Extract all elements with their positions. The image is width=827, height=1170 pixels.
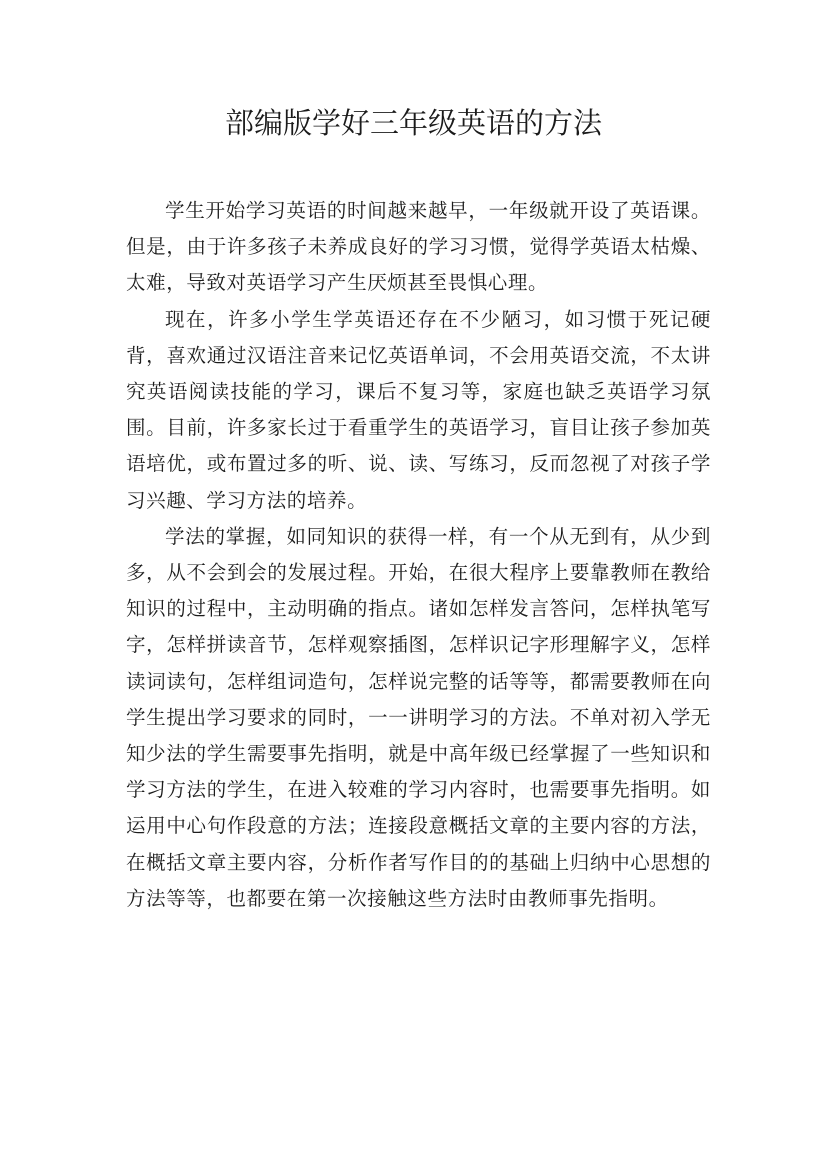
paragraph: 学生开始学习英语的时间越来越早，一年级就开设了英语课。但是，由于许多孩子未养成良好的学习习惯，觉得学英语太枯燥、太难，导致对英语学习产生厌烦甚至畏惧心理。 [126,199,711,295]
paragraph: 学法的掌握，如同知识的获得一样，有一个从无到有，从少到多，从不会到会的发展过程。开始，在很大程序上要靠教师在教给知识的过程中，主动明确的指点。诸如怎样发言答问，怎样执笔写字，怎样拼读音节，怎样观察插图，怎样识记字形理解字义，怎样读词读句，怎样组词造句，怎样说完整的话等等，都需要教师在向学生提出学习要求的同时，一一讲明学习的方法。不单对初入学无知少法的学生需要事先指明，就是中高年级已经掌握了一些知识和学习方法的学生，在进入较难的学习内容时，也需要事先指明。如运用中心句作段意的方法；连接段意概括文章的主要内容的方法，在概括文章主要内容，分析作者写作目的的基础上归纳中心思想的方法等等，也都要在第一次接触这些方法时由教师事先指明。 [126,524,711,910]
document-title: 部编版学好三年级英语的方法 [224,106,602,140]
paragraph: 现在，许多小学生学英语还存在不少陋习，如习惯于死记硬背，喜欢通过汉语注音来记忆英语单词，不会用英语交流，不太讲究英语阅读技能的学习，课后不复习等，家庭也缺乏英语学习氛围。目前，许多家长过于看重学生的英语学习，盲目让孩子参加英语培优，或布置过多的听、说、读、写练习，反而忽视了对孩子学习兴趣、学习方法的培养。 [126,307,711,512]
document-body [126,193,711,917]
